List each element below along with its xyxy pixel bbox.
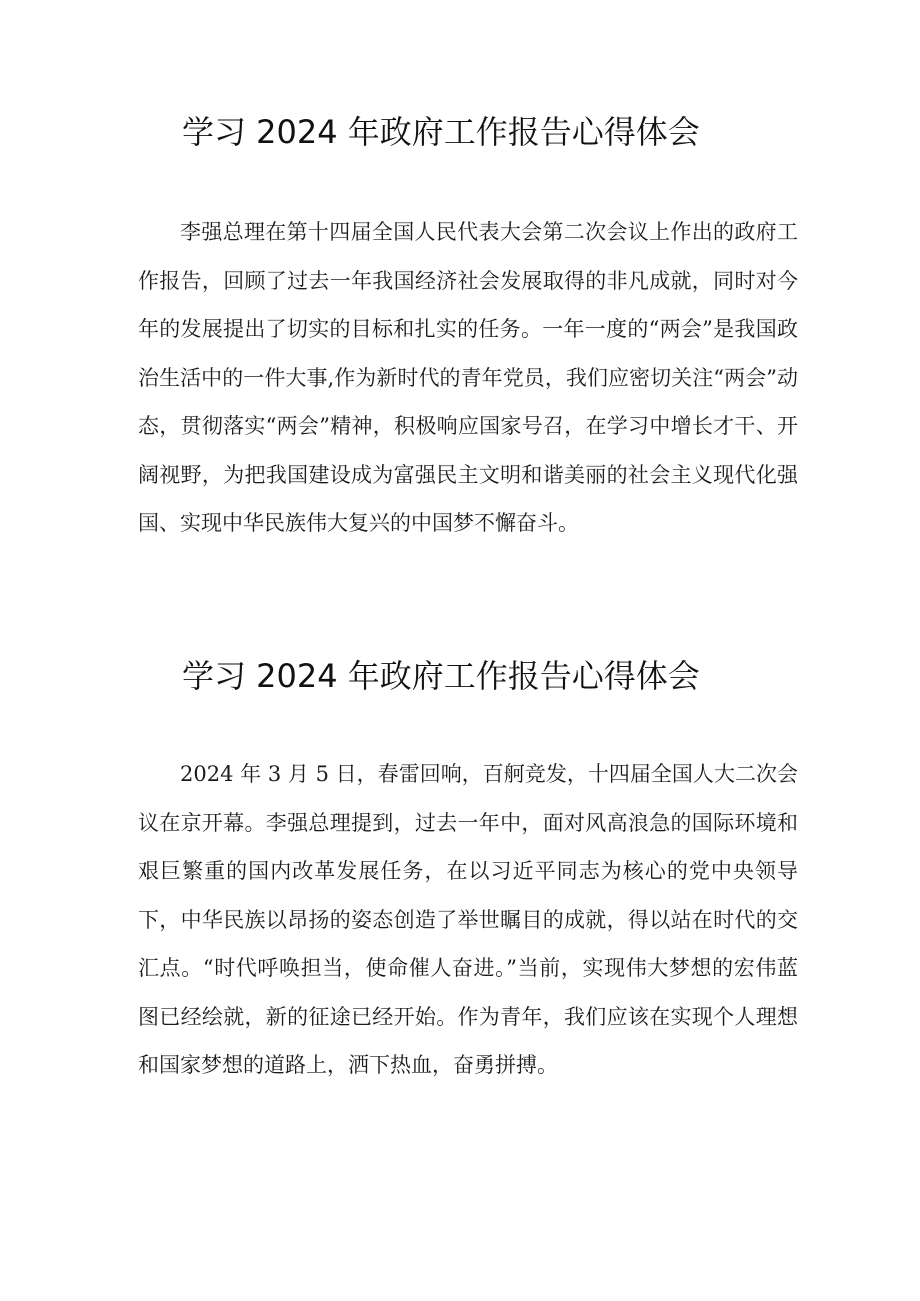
section-1-title: 学习 2024 年政府工作报告心得体会 bbox=[182, 113, 700, 151]
section-2-paragraph: 2024 年 3 月 5 日，春雷回响，百舸竞发，十四届全国人大二次会议在京开幕。李强总理提到，过去一年中，面对风高浪急的国际环境和艰巨繁重的国内改革发展任务，在以习近平同志为核心的党中央领导下，中华民族以昂扬的姿态创造了举世瞩目的成就，得以站在时代的交汇点。“时代呼唤担当，使命催人奋进。”当前，实现伟大梦想的宏伟蓝图已经绘就，新的征途已经开始。作为青年，我们应该在实现个人理想和国家梦想的道路上，洒下热血，奋勇拼搏。 bbox=[138, 762, 798, 1077]
section-2-title: 学习 2024 年政府工作报告心得体会 bbox=[182, 657, 700, 695]
section-2 bbox=[0, 652, 920, 1090]
section-1-paragraph: 李强总理在第十四届全国人民代表大会第二次会议上作出的政府工作报告，回顾了过去一年我国经济社会发展取得的非凡成就，同时对今年的发展提出了切实的目标和扎实的任务。一年一度的“两会”是我国政治生活中的一件大事,作为新时代的青年党员，我们应密切关注“两会”动态，贯彻落实“两会”精神，积极响应国家号召，在学习中增长才干、开阔视野，为把我国建设成为富强民主文明和谐美丽的社会主义现代化强国、实现中华民族伟大复兴的中国梦不懈奋斗。 bbox=[138, 220, 798, 535]
section-1 bbox=[0, 108, 920, 548]
